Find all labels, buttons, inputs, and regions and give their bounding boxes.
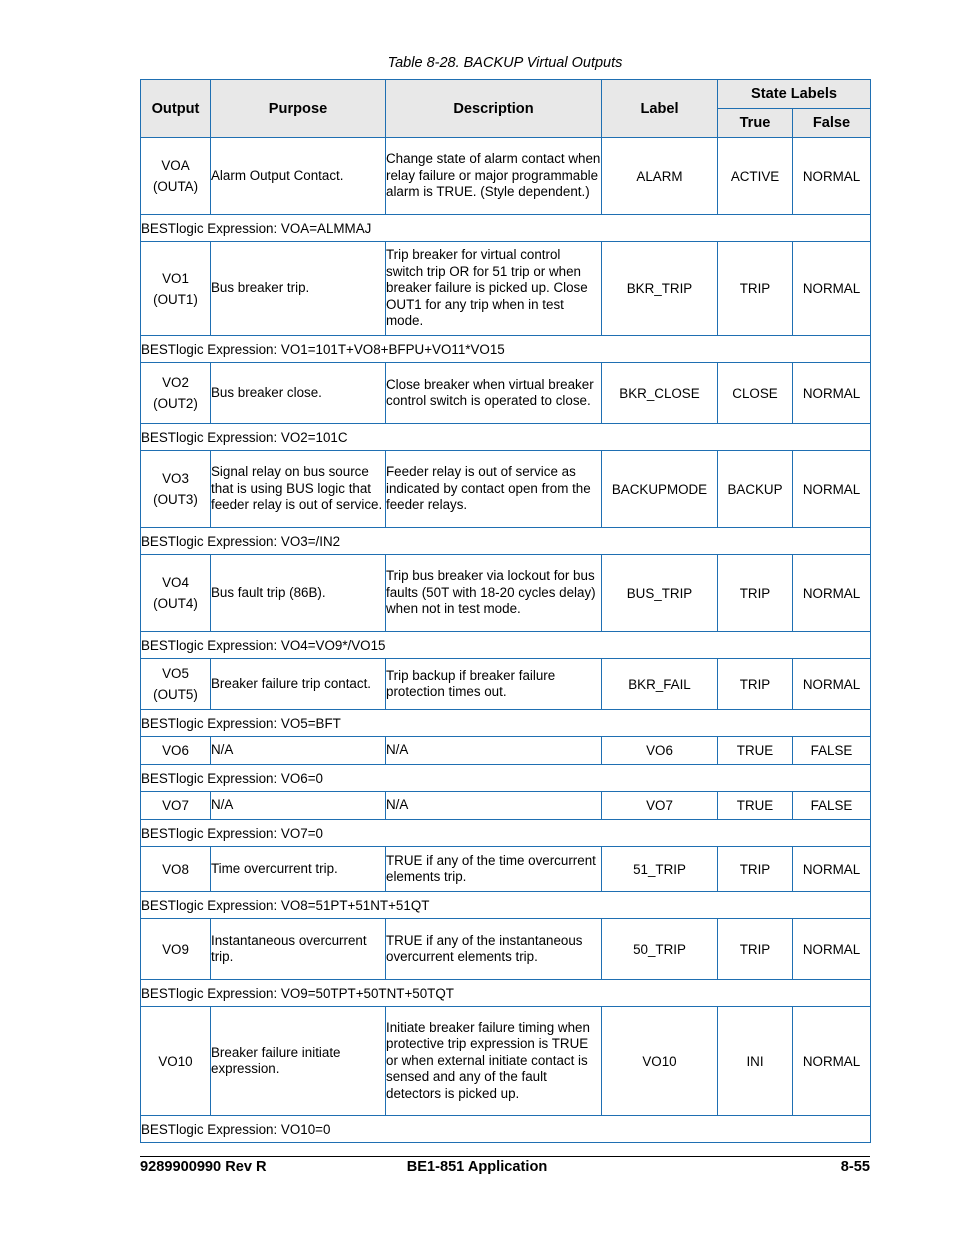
- description-cell: TRUE if any of the time overcurrent elements trip.: [386, 847, 602, 892]
- expression-cell: BESTlogic Expression: VO9=50TPT+50TNT+50TQT: [141, 980, 871, 1007]
- table-row: [141, 659, 871, 710]
- output-cell: VO10: [141, 1007, 211, 1116]
- label-cell: BACKUPMODE: [602, 451, 718, 528]
- true-cell: INI: [718, 1007, 793, 1116]
- description-cell: Close breaker when virtual breaker control switch is operated to close.: [386, 363, 602, 424]
- false-cell: NORMAL: [793, 1007, 871, 1116]
- description-cell: TRUE if any of the instantaneous overcurrent elements trip.: [386, 919, 602, 980]
- table-row: [141, 451, 871, 528]
- table-row: [141, 919, 871, 980]
- label-cell: VO6: [602, 737, 718, 765]
- purpose-cell: Breaker failure initiate expression.: [211, 1007, 386, 1116]
- expression-cell: BESTlogic Expression: VO4=VO9*/VO15: [141, 632, 871, 659]
- expression-cell: BESTlogic Expression: VO2=101C: [141, 424, 871, 451]
- output-cell: [141, 363, 211, 424]
- purpose-cell: N/A: [211, 792, 386, 820]
- table-row: [141, 363, 871, 424]
- label-cell: VO10: [602, 1007, 718, 1116]
- description-cell: Change state of alarm contact when relay failure or major programmable alarm is TRUE. (Style dependent.): [386, 138, 602, 215]
- purpose-cell: Bus breaker trip.: [211, 242, 386, 336]
- description-cell: Feeder relay is out of service as indicated by contact open from the feeder relays.: [386, 451, 602, 528]
- true-cell: TRIP: [718, 919, 793, 980]
- purpose-cell: Alarm Output Contact.: [211, 138, 386, 215]
- table-row: [141, 792, 871, 820]
- label-cell: VO7: [602, 792, 718, 820]
- table-row: [141, 847, 871, 892]
- description-cell: Trip backup if breaker failure protection times out.: [386, 659, 602, 710]
- footer-document-number: 9289900990 Rev R: [140, 1159, 267, 1175]
- header-output: Output: [141, 80, 211, 138]
- output-name: VO1: [162, 270, 189, 286]
- label-cell: BKR_FAIL: [602, 659, 718, 710]
- table-row: [141, 1007, 871, 1116]
- expression-cell: BESTlogic Expression: VO6=0: [141, 765, 871, 792]
- expression-row: [141, 424, 871, 451]
- false-cell: NORMAL: [793, 555, 871, 632]
- output-cell: [141, 138, 211, 215]
- table-row: [141, 737, 871, 765]
- description-cell: Initiate breaker failure timing when protective trip expression is TRUE or when external initiate contact is sensed and any of the fault detectors is picked up.: [386, 1007, 602, 1116]
- footer-rule: [140, 1156, 870, 1157]
- false-cell: NORMAL: [793, 451, 871, 528]
- expression-row: [141, 892, 871, 919]
- true-cell: TRIP: [718, 847, 793, 892]
- true-cell: TRIP: [718, 242, 793, 336]
- true-cell: TRIP: [718, 659, 793, 710]
- output-cell: VO8: [141, 847, 211, 892]
- output-cell: VO6: [141, 737, 211, 765]
- purpose-cell: Time overcurrent trip.: [211, 847, 386, 892]
- header-label: Label: [602, 80, 718, 138]
- true-cell: ACTIVE: [718, 138, 793, 215]
- output-contact: (OUTA): [152, 179, 199, 194]
- expression-cell: BESTlogic Expression: VO5=BFT: [141, 710, 871, 737]
- false-cell: NORMAL: [793, 919, 871, 980]
- table-row: [141, 555, 871, 632]
- description-cell: N/A: [386, 737, 602, 765]
- purpose-cell: Bus fault trip (86B).: [211, 555, 386, 632]
- expression-row: [141, 710, 871, 737]
- purpose-cell: N/A: [211, 737, 386, 765]
- expression-row: [141, 632, 871, 659]
- expression-cell: BESTlogic Expression: VO8=51PT+51NT+51QT: [141, 892, 871, 919]
- description-cell: N/A: [386, 792, 602, 820]
- true-cell: TRUE: [718, 737, 793, 765]
- output-cell: [141, 451, 211, 528]
- label-cell: BKR_TRIP: [602, 242, 718, 336]
- header-true: True: [718, 109, 793, 138]
- false-cell: NORMAL: [793, 847, 871, 892]
- backup-virtual-outputs-table: [140, 79, 871, 1143]
- expression-cell: BESTlogic Expression: VOA=ALMMAJ: [141, 215, 871, 242]
- table-caption: Table 8-28. BACKUP Virtual Outputs: [387, 55, 623, 71]
- table-row: [141, 138, 871, 215]
- table-body: [141, 138, 871, 1143]
- output-contact: (OUT1): [153, 291, 198, 307]
- label-cell: ALARM: [602, 138, 718, 215]
- expression-row: [141, 820, 871, 847]
- true-cell: CLOSE: [718, 363, 793, 424]
- expression-cell: BESTlogic Expression: VO3=/IN2: [141, 528, 871, 555]
- purpose-cell: Signal relay on bus source that is using BUS logic that feeder relay is out of service.: [211, 451, 386, 528]
- false-cell: NORMAL: [793, 242, 871, 336]
- expression-cell: BESTlogic Expression: VO10=0: [141, 1116, 871, 1143]
- header-description: Description: [386, 80, 602, 138]
- footer-title: BE1-851 Application: [406, 1159, 548, 1175]
- output-name: VO5: [162, 666, 189, 681]
- expression-cell: BESTlogic Expression: VO1=101T+VO8+BFPU+VO11*VO15: [141, 336, 871, 363]
- footer-page-number: 8-55: [840, 1159, 870, 1175]
- output-name: VO3: [162, 471, 189, 486]
- expression-row: [141, 336, 871, 363]
- output-name: VOA: [161, 158, 190, 173]
- output-cell: [141, 242, 211, 336]
- output-contact: (OUT4): [153, 596, 198, 611]
- output-cell: VO9: [141, 919, 211, 980]
- expression-row: [141, 528, 871, 555]
- false-cell: NORMAL: [793, 659, 871, 710]
- header-purpose: Purpose: [211, 80, 386, 138]
- false-cell: NORMAL: [793, 363, 871, 424]
- description-cell: Trip bus breaker via lockout for bus faults (50T with 18-20 cycles delay) when not in test mode.: [386, 555, 602, 632]
- output-contact: (OUT5): [153, 687, 198, 702]
- purpose-cell: Instantaneous overcurrent trip.: [211, 919, 386, 980]
- false-cell: FALSE: [793, 737, 871, 765]
- output-contact: (OUT2): [153, 396, 198, 411]
- expression-row: [141, 1116, 871, 1143]
- output-cell: VO7: [141, 792, 211, 820]
- true-cell: TRUE: [718, 792, 793, 820]
- expression-cell: BESTlogic Expression: VO7=0: [141, 820, 871, 847]
- output-cell: [141, 555, 211, 632]
- output-cell: [141, 659, 211, 710]
- purpose-cell: Breaker failure trip contact.: [211, 659, 386, 710]
- expression-row: [141, 980, 871, 1007]
- header-state-labels: State Labels: [718, 80, 871, 109]
- true-cell: BACKUP: [718, 451, 793, 528]
- label-cell: BKR_CLOSE: [602, 363, 718, 424]
- output-contact: (OUT3): [153, 492, 198, 507]
- purpose-cell: Bus breaker close.: [211, 363, 386, 424]
- label-cell: 51_TRIP: [602, 847, 718, 892]
- expression-row: [141, 765, 871, 792]
- expression-row: [141, 215, 871, 242]
- false-cell: FALSE: [793, 792, 871, 820]
- output-name: VO4: [162, 575, 189, 590]
- false-cell: NORMAL: [793, 138, 871, 215]
- true-cell: TRIP: [718, 555, 793, 632]
- label-cell: 50_TRIP: [602, 919, 718, 980]
- label-cell: BUS_TRIP: [602, 555, 718, 632]
- description-cell: Trip breaker for virtual control switch trip OR for 51 trip or when breaker failure is picked up. Close OUT1 for any trip when in test mode.: [386, 242, 602, 336]
- table-row: [141, 242, 871, 336]
- header-false: False: [793, 109, 871, 138]
- output-name: VO2: [162, 375, 189, 390]
